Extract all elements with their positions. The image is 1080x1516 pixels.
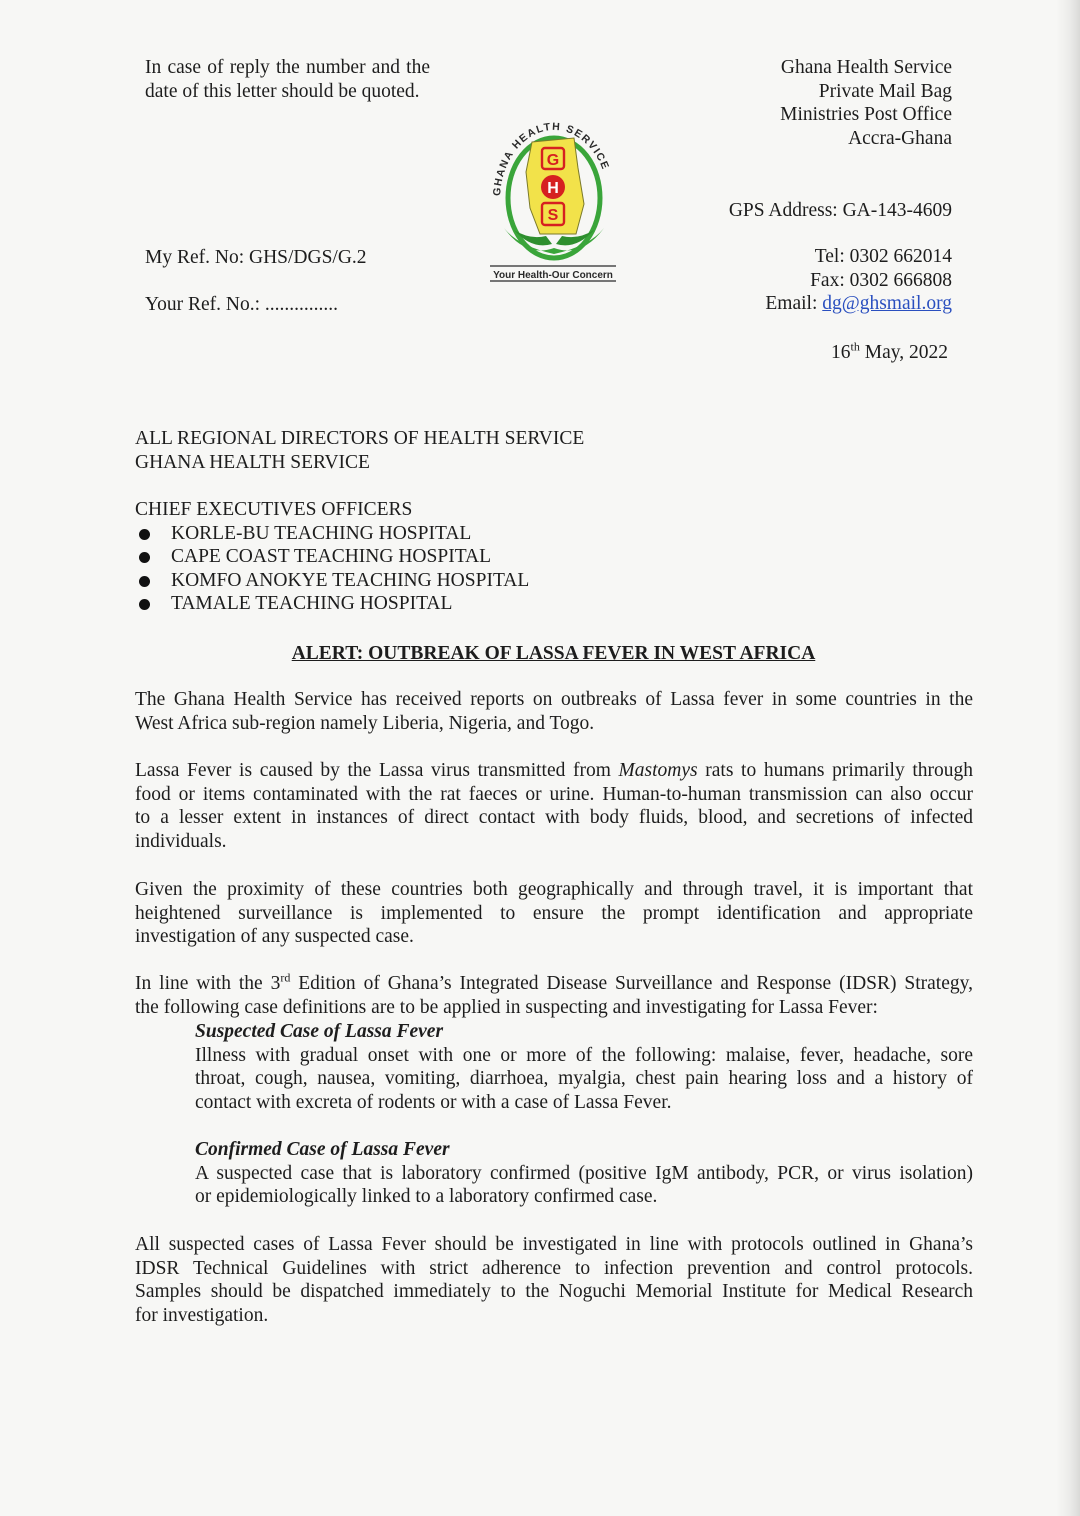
bullet-icon [139, 576, 150, 587]
paragraph-line: to a lesser extent in instances of direct contact with body fluids, blood, and secretions of infected [135, 807, 973, 829]
paragraph-line: investigation of any suspected case. [135, 926, 414, 948]
ghs-logo [486, 108, 622, 286]
paragraph-line: the following case definitions are to be applied in suspecting and investigating for Lassa Fever: [135, 996, 878, 1018]
address-line: Ghana Health Service [780, 57, 952, 78]
suspected-case-block [195, 1020, 973, 1114]
date-rest: May, 2022 [859, 342, 948, 363]
email-link[interactable]: dg@ghsmail.org [822, 293, 952, 315]
paragraph-2 [135, 759, 973, 853]
recipients-block [135, 427, 584, 474]
paragraph-line: The Ghana Health Service has received reports on outbreaks of Lassa fever in some countries in the [135, 689, 973, 710]
tel-number: Tel: 0302 662014 [814, 246, 952, 267]
logo-arc-text: GHANA HEALTH SERVICE [490, 120, 612, 197]
hospital-item [135, 545, 529, 569]
paragraph-line: West Africa sub-region namely Liberia, Nigeria, and Togo. [135, 712, 595, 734]
address-line: Private Mail Bag [818, 80, 952, 102]
recipient-line: ALL REGIONAL DIRECTORS OF HEALTH SERVICE [135, 428, 585, 449]
fax-number: Fax: 0302 666808 [810, 269, 952, 291]
hospital-name: CAPE COAST TEACHING HOSPITAL [171, 546, 492, 568]
date-day: 16 [831, 342, 851, 363]
bullet-icon [139, 529, 150, 540]
your-reference: Your Ref. No.: ............... [145, 294, 339, 315]
italic-term: Mastomys [618, 760, 698, 781]
confirmed-case-block [195, 1138, 973, 1209]
hospital-item [135, 592, 529, 616]
paragraph-line: In line with the 3rd Edition of Ghana’s Integrated Disease Surveillance and Response (IDSR) Strategy, [135, 970, 973, 994]
confirmed-case-title: Confirmed Case of Lassa Fever [195, 1139, 450, 1160]
paragraph-line: Illness with gradual onset with one or more of the following: malaise, fever, headache, sore [195, 1044, 973, 1066]
hospital-item [135, 569, 529, 593]
contact-block [765, 245, 952, 316]
paragraph-line: individuals. [135, 830, 227, 852]
logo-letter-g: G [546, 152, 560, 169]
paragraph-line: food or items contaminated with the rat faeces or urine. Human-to-human transmission can also occur [135, 783, 973, 805]
recipient-line: GHANA HEALTH SERVICE [135, 451, 370, 473]
paragraph-line: A suspected case that is laboratory confirmed (positive IgM antibody, PCR, or virus isolation) [195, 1162, 973, 1184]
email-line [765, 292, 952, 316]
reply-note: In case of reply the number and the date of this letter should be quoted. [145, 57, 430, 102]
address-line: Accra-Ghana [848, 127, 952, 149]
logo-letter-h: H [547, 180, 559, 197]
page-edge-shadow [1056, 0, 1080, 1516]
bullet-icon [139, 599, 150, 610]
paragraph-5 [135, 1233, 973, 1327]
address-line: Ministries Post Office [780, 104, 952, 126]
paragraph-line: IDSR Technical Guidelines with strict adherence to infection prevention and control protocols. [135, 1257, 973, 1279]
date-suffix: th [850, 339, 860, 354]
sender-address [780, 56, 952, 150]
hospital-name: KOMFO ANOKYE TEACHING HOSPITAL [171, 569, 530, 591]
paragraph-1 [135, 688, 973, 735]
paragraph-line: or epidemiologically linked to a laboratory confirmed case. [195, 1186, 658, 1208]
logo-letter-s: S [547, 207, 559, 224]
hospital-list [135, 522, 529, 616]
paragraph-line: Given the proximity of these countries both geographically and through travel, it is important that [135, 879, 973, 900]
hospital-name: KORLE-BU TEACHING HOSPITAL [171, 522, 472, 544]
bullet-icon [139, 552, 150, 563]
paragraph-3 [135, 878, 973, 949]
paragraph-line: Samples should be dispatched immediately to the Noguchi Memorial Institute for Medical Research [135, 1281, 973, 1303]
suspected-case-title: Suspected Case of Lassa Fever [195, 1021, 444, 1042]
gps-address: GPS Address: GA-143-4609 [728, 200, 952, 221]
paragraph-line: Lassa Fever is caused by the Lassa virus transmitted from Mastomys rats to humans primarily through [135, 760, 973, 781]
paragraph-4 [135, 972, 973, 1019]
ceo-block [135, 498, 529, 616]
paragraph-line: for investigation. [135, 1304, 269, 1326]
logo-tagline: Your Health-Our Concern [493, 270, 613, 281]
ceo-title: CHIEF EXECUTIVES OFFICERS [135, 499, 413, 520]
letter-date [831, 341, 948, 365]
my-reference: My Ref. No: GHS/DGS/G.2 [145, 247, 367, 268]
hospital-item [135, 522, 529, 546]
paragraph-line: throat, cough, nausea, vomiting, diarrhoea, myalgia, chest pain hearing loss and a history of [195, 1068, 973, 1090]
hospital-name: TAMALE TEACHING HOSPITAL [171, 593, 453, 615]
paragraph-line: heightened surveillance is implemented to ensure the prompt identification and appropriate [135, 902, 973, 924]
email-label: Email: [765, 293, 823, 315]
paragraph-line: All suspected cases of Lassa Fever should be investigated in line with protocols outlined in Ghana’s [135, 1234, 973, 1255]
paragraph-line: contact with excreta of rodents or with a case of Lassa Fever. [195, 1091, 672, 1113]
letter-heading: ALERT: OUTBREAK OF LASSA FEVER IN WEST AFRICA [291, 643, 816, 664]
